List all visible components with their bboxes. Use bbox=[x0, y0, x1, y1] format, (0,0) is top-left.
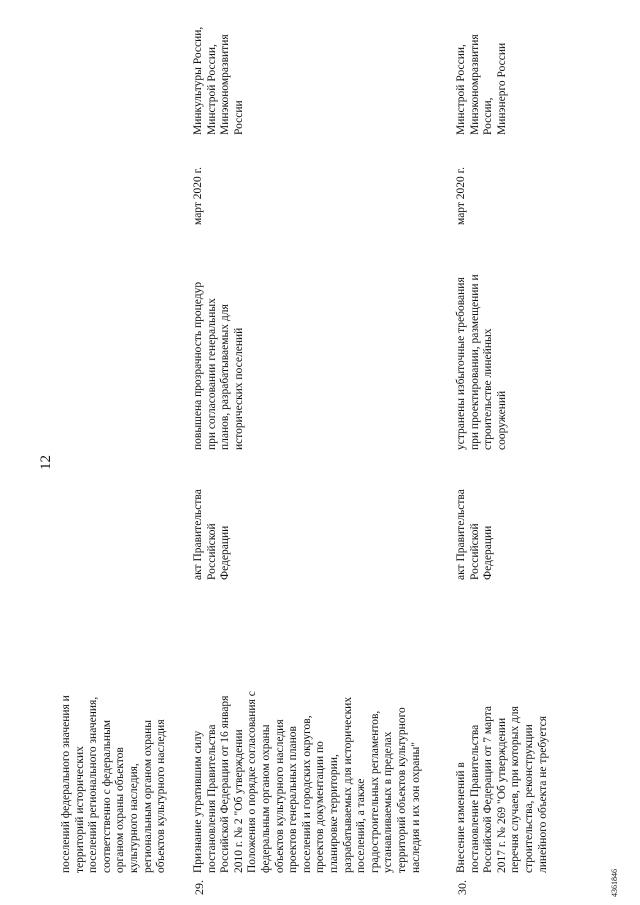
row-30-act-type: акт Правительства Российской Федерации bbox=[455, 489, 495, 580]
row-29-act-type: акт Правительства Российской Федерации bbox=[192, 489, 232, 580]
row-29-deadline: март 2020 г. bbox=[192, 167, 204, 225]
row-29-number: 29. bbox=[192, 880, 206, 895]
row-30-number: 30. bbox=[455, 880, 469, 895]
page-number: 12 bbox=[38, 455, 54, 470]
continued-measure-text: поселений федерального значения и территорий исторических поселений регионального значения, соответственно с федеральным органом охраны объектов культурного наследия, региональным органом охраны объектов культурного наследия bbox=[60, 695, 168, 873]
document-id: 4361846 bbox=[610, 869, 619, 897]
row-29-responsible: Минкультуры России, Минстрой России, Минэкономразвития России bbox=[192, 26, 245, 135]
row-29-result: повышена прозрачность процедур при согласовании генеральных планов, разрабатываемых для исторических поселений bbox=[192, 281, 245, 450]
row-30-deadline: март 2020 г. bbox=[455, 167, 467, 225]
row-30-result: устранены избыточные требования при проектировании, размещении и строительстве линейных сооружений bbox=[455, 274, 508, 450]
row-30-responsible: Минстрой России, Минэкономразвития России, Минэнерго России bbox=[455, 34, 508, 135]
row-29-measure: Признание утратившим силу постановления Правительства Российской Федерации от 16 января 2010 г. № 2 "Об утверждении Положения о порядке согласования с федеральным органом охраны объектов культурного наследия проектов генеральных планов поселений и городских округов, проектов документации по планировке территории, разрабатываемых для исторических поселений, а также градостроительных регламентов, устанавливаемых в пределах территорий объектов культурного наследия и их зон охраны" bbox=[192, 691, 422, 873]
row-30-measure: Внесение изменений в постановление Правительства Российской Федерации от 7 марта 2017 г. № 269 "Об утверждении перечня случаев, при которых для строительства, реконструкции линейного объекта не требуется bbox=[455, 705, 549, 873]
